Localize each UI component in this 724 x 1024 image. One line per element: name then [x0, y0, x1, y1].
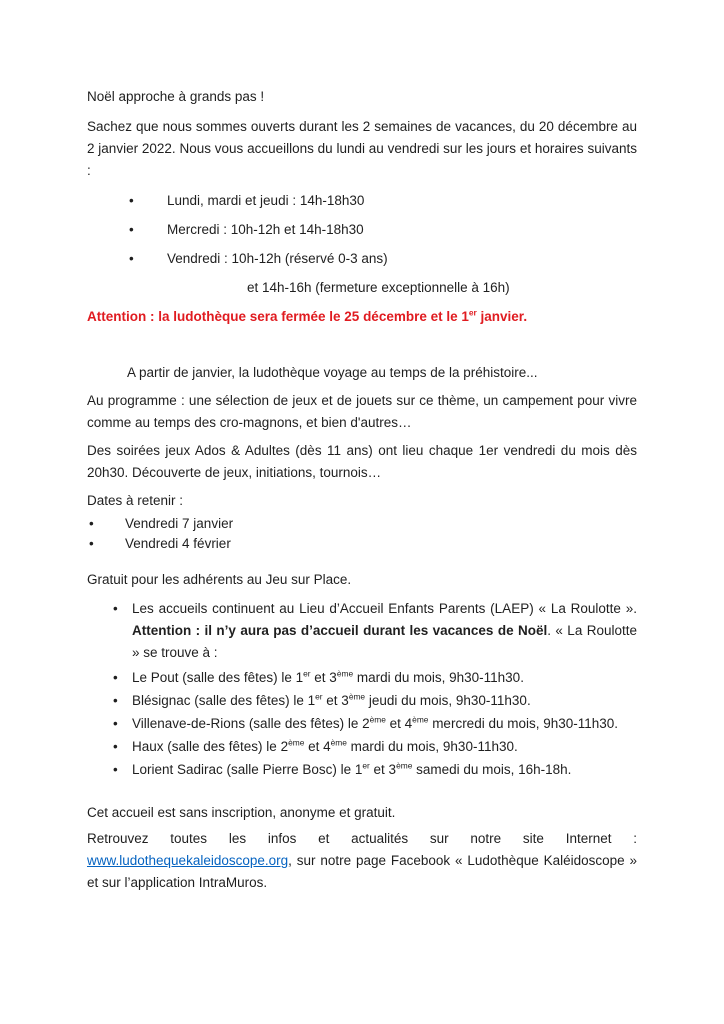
laep-list: [87, 598, 637, 781]
location-text: mardi du mois, 9h30-11h30.: [346, 739, 518, 754]
ordinal-superscript: ème: [288, 737, 305, 748]
location-text: mardi du mois, 9h30-11h30.: [353, 670, 524, 685]
ordinal-superscript: ème: [330, 737, 347, 748]
location-text: Haux (salle des fêtes) le 2: [132, 739, 289, 754]
soirees-paragraph: Des soirées jeux Ados & Adultes (dès 11 ans) ont lieu chaque 1er vendredi du mois dès 20h30. Découverte de jeux, initiations, tournois…: [87, 443, 637, 480]
attention-text-post: janvier.: [476, 309, 528, 324]
ordinal-superscript: ème: [348, 691, 366, 702]
location-text: mercredi du mois, 9h30-11h30.: [428, 716, 619, 731]
location-text: samedi du mois, 16h-18h.: [412, 762, 572, 777]
january-theme-paragraph: A partir de janvier, la ludothèque voyage au temps de la préhistoire...: [127, 365, 538, 380]
bullet-icon: •: [129, 251, 134, 266]
hours-item-text: Mercredi : 10h-12h et 14h-18h30: [167, 222, 364, 237]
bullet-icon: •: [89, 536, 94, 551]
ordinal-superscript: ème: [369, 714, 386, 725]
ordinal-superscript: er: [315, 691, 323, 702]
location-text: et 3: [369, 762, 397, 777]
bullet-icon: •: [113, 739, 118, 754]
footer-paragraph: [87, 828, 637, 894]
location-text: et 3: [322, 693, 349, 708]
friday-extra-line: et 14h-16h (fermeture exceptionnelle à 16h): [247, 280, 510, 295]
bullet-icon: •: [129, 193, 134, 208]
dates-heading: Dates à retenir :: [87, 493, 184, 508]
list-item: [89, 534, 637, 554]
ordinal-superscript: ème: [412, 714, 429, 725]
bullet-icon: •: [129, 222, 134, 237]
laep-intro-text: [132, 598, 637, 664]
location-text: jeudi du mois, 9h30-11h30.: [365, 693, 531, 708]
location-item-text: [132, 667, 637, 689]
bullet-icon: •: [113, 762, 118, 777]
laep-intro-normal2: . « La Roulotte » se trouve à :: [132, 623, 638, 660]
opening-info-paragraph: Sachez que nous sommes ouverts durant les 2 semaines de vacances, du 20 décembre au 2 janvier 2022. Nous vous accueillons du lundi au vendredi sur les jours et horaires suivants :: [87, 119, 637, 178]
intro-paragraph: Noël approche à grands pas !: [87, 89, 265, 104]
list-item: [113, 759, 637, 781]
location-item-text: [132, 759, 637, 781]
ordinal-superscript: er: [468, 307, 477, 318]
hours-item-text: Vendredi : 10h-12h (réservé 0-3 ans): [167, 251, 388, 266]
list-item: [89, 514, 637, 534]
list-item: [129, 219, 637, 241]
location-item-text: [132, 713, 637, 735]
location-item-text: [132, 736, 637, 758]
attention-text-pre: Attention : la ludothèque sera fermée le 25 décembre et le 1: [87, 309, 469, 324]
gratuit-paragraph: Gratuit pour les adhérents au Jeu sur Place.: [87, 572, 352, 587]
list-item: [113, 736, 637, 758]
list-item: [113, 713, 637, 735]
list-item: [113, 690, 637, 712]
footer-text-post: , sur notre page Facebook « Ludothèque Kaléidoscope » et sur l’application IntraMuros.: [87, 853, 637, 890]
date-item-text: Vendredi 7 janvier: [125, 516, 234, 531]
opening-hours-list: [87, 190, 637, 299]
bullet-icon: •: [113, 670, 118, 685]
website-link[interactable]: www.ludothequekaleidoscope.org: [87, 853, 289, 868]
list-item: [129, 248, 637, 270]
location-text: et 4: [385, 716, 413, 731]
ordinal-superscript: ème: [336, 668, 354, 679]
dates-list: [87, 514, 637, 554]
laep-intro-normal: Les accueils continuent au Lieu d’Accueil Enfants Parents (LAEP) « La Roulotte ».: [132, 601, 637, 616]
ordinal-superscript: ème: [396, 760, 413, 771]
list-item: [113, 598, 637, 664]
list-item: [113, 667, 637, 689]
bullet-icon: •: [89, 516, 94, 531]
bullet-icon: •: [113, 716, 118, 731]
programme-paragraph: Au programme : une sélection de jeux et de jouets sur ce thème, un campement pour vivre comme au temps des cro-magnons, et bien d'autres…: [87, 393, 637, 430]
accueil-note-paragraph: Cet accueil est sans inscription, anonyme et gratuit.: [87, 805, 396, 820]
location-item-text: [132, 690, 637, 712]
location-text: et 4: [304, 739, 331, 754]
date-item-text: Vendredi 4 février: [125, 536, 231, 551]
bullet-icon: •: [113, 693, 118, 708]
location-text: Lorient Sadirac (salle Pierre Bosc) le 1: [132, 762, 363, 777]
hours-item-text: Lundi, mardi et jeudi : 14h-18h30: [167, 193, 365, 208]
location-text: Blésignac (salle des fêtes) le 1: [132, 693, 316, 708]
location-text: Le Pout (salle des fêtes) le 1: [132, 670, 304, 685]
location-text: Villenave-de-Rions (salle des fêtes) le 2: [132, 716, 370, 731]
ordinal-superscript: er: [303, 668, 311, 679]
ordinal-superscript: er: [362, 760, 370, 771]
footer-text-pre: Retrouvez toutes les infos et actualités sur notre site Internet :: [87, 831, 637, 846]
bullet-icon: •: [113, 601, 118, 616]
attention-closure-paragraph: [87, 306, 637, 328]
laep-intro-bold: Attention : il n’y aura pas d’accueil durant les vacances de Noël: [132, 623, 548, 638]
location-text: et 3: [310, 670, 337, 685]
list-item: [129, 190, 637, 212]
